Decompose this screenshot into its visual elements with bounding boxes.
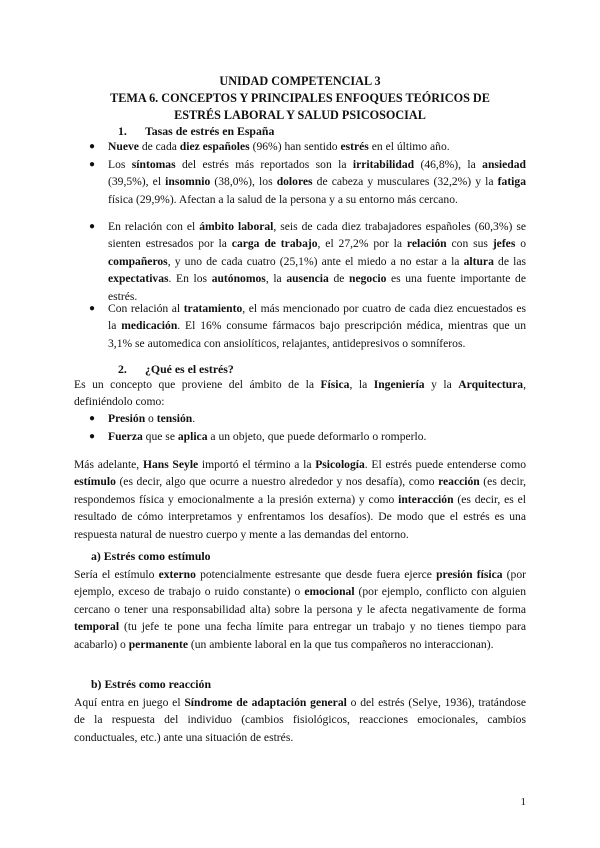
paragraph: Aquí entra en juego el Síndrome de adaptación general o del estrés (Selye, 1936), tratándose de la respuesta del individuo (cambios fisiológicos, reacciones emocionales, cambios conductuales, etc.) ante una situación de estrés. — [74, 696, 526, 744]
subsection-a-heading: a) Estrés como estímulo — [91, 549, 211, 563]
bullet-icon: ● — [89, 141, 96, 152]
section-2-heading: ¿Qué es el estrés? — [145, 362, 234, 376]
paragraph: Sería el estímulo externo potencialmente estresante que desde fuera ejerce presión física (por ejemplo, exceso de trabajo o ruido constante) o emocional (por ejemplo, conflicto con alguien cercano o tener una responsabilidad alta) sobre la persona y le afecta negativamente de forma temporal (tu jefe te pone una fecha límite para entregar un trabajo y no tienes tiempo para acabarlo) o permanente (un ambiente laboral en la que tus compañeros no interaccionan). — [74, 568, 526, 651]
bullet-item: Presión o tensión. — [108, 412, 196, 425]
bullet-item: Con relación al tratamiento, el más mencionado por cuatro de cada diez encuestados es la medicación. El 16% consume fármacos bajo prescripción médica, mientras que un 3,1% se automedica con ansiolíticos, relajantes, antidepresivos o somníferos. — [108, 302, 527, 350]
paragraph: Es un concepto que proviene del ámbito de la Física, la Ingeniería y la Arquitectura, definiéndolo como: — [74, 378, 527, 409]
section-1-heading: Tasas de estrés en España — [145, 124, 275, 138]
bullet-item: Nueve de cada diez españoles (96%) han sentido estrés en el último año. — [108, 140, 450, 153]
unit-title: UNIDAD COMPETENCIAL 3 — [219, 74, 381, 88]
paragraph: Más adelante, Hans Seyle importó el término a la Psicología. El estrés puede entenderse como estímulo (es decir, algo que ocurre a nuestro alrededor y nos desafía), como reacción (es decir, respondemos física y emocionalmente a la presión externa) y como interacción (es decir, es el resultado de cómo interpretamos y enfrentamos los desafíos). De modo que el estrés es una respuesta natural de nuestro cuerpo y mente a las demandas del entorno. — [74, 458, 527, 541]
section-1-number: 1. — [118, 124, 127, 138]
page-number: 1 — [520, 796, 526, 808]
subsection-b-heading: b) Estrés como reacción — [91, 677, 212, 691]
bullet-icon: ● — [89, 159, 96, 170]
section-2-number: 2. — [118, 362, 127, 376]
bullet-icon: ● — [89, 303, 96, 314]
bullet-item: Los síntomas del estrés más reportados son la irritabilidad (46,8%), la ansiedad (39,5%), el insomnio (38,0%), los dolores de cabeza y musculares (32,2%) y la fatiga física (29,9%). Afectan a la salud de la persona y a su entorno más cercano. — [108, 158, 526, 206]
bullet-icon: ● — [89, 413, 96, 424]
bullet-item: En relación con el ámbito laboral, seis de cada diez trabajadores españoles (60,3%) se sienten estresados por la carga de trabajo, el 27,2% por la relación con sus jefes o compañeros, y uno de cada cuatro (25,1%) ante el miedo a no estar a la altura de las expectativas. En los autónomos, la ausencia de negocio es una fuente importante de estrés. — [108, 220, 527, 303]
bullet-item: Fuerza que se aplica a un objeto, que puede deformarlo o romperlo. — [108, 430, 427, 443]
topic-title-line-1: TEMA 6. CONCEPTOS Y PRINCIPALES ENFOQUES TEÓRICOS DE — [110, 91, 490, 105]
bullet-icon: ● — [89, 221, 96, 232]
bullet-icon: ● — [89, 431, 96, 442]
topic-title-line-2: ESTRÉS LABORAL Y SALUD PSICOSOCIAL — [174, 108, 426, 122]
